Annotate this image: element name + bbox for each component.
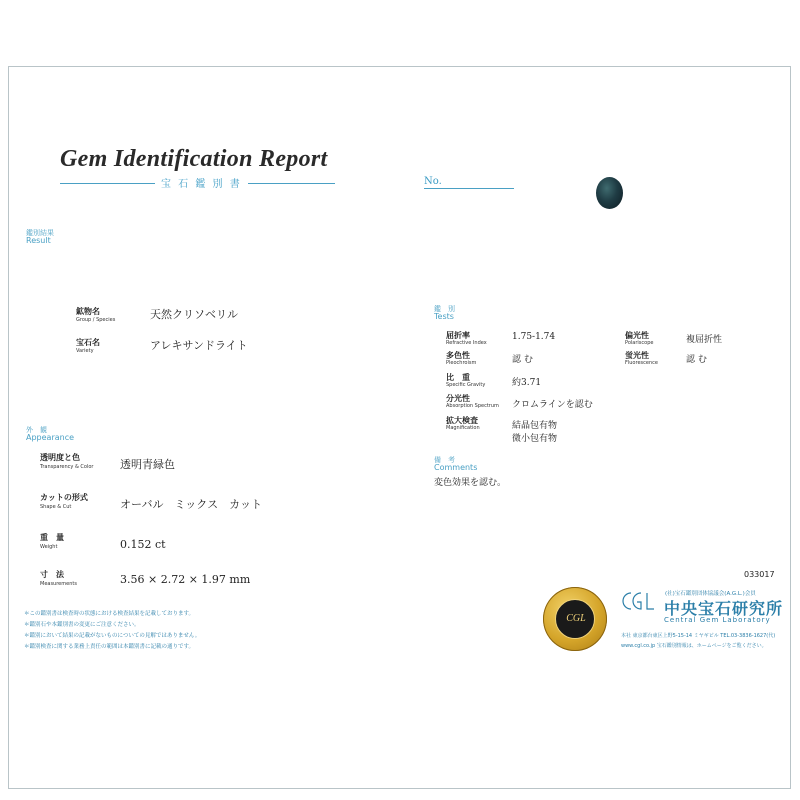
report-number-line	[424, 188, 514, 189]
note-line: ＊鑑別において結果の記載がないものについての見解ではありません。	[24, 633, 201, 639]
measurements-value: 3.56 × 2.72 × 1.97 mm	[120, 573, 251, 586]
report-number-label: No.	[424, 176, 442, 187]
magnification-value-2: 微小包有物	[512, 434, 558, 444]
website-line: www.cgl.co.jp 宝石鑑別情報は、ホームページをご覧ください。	[621, 643, 767, 649]
measurements-label: 寸 法	[40, 570, 64, 579]
sg-label-en: Specific Gravity	[446, 382, 486, 388]
ri-label-en: Refractive Index	[446, 340, 487, 346]
polariscope-label-en: Polariscope	[625, 340, 654, 346]
result-heading-jp: 鑑別結果	[26, 229, 54, 237]
organization-name-en: Central Gem Laboratory	[664, 616, 771, 624]
absorption-label: 分光性	[446, 394, 470, 403]
pleochroism-value: 認 む	[512, 355, 533, 365]
polariscope-label: 偏光性	[625, 331, 649, 340]
cut-label: カットの形式	[40, 493, 88, 502]
variety-label-en: Variety	[76, 348, 94, 354]
appearance-heading-jp: 外 観	[26, 426, 47, 434]
absorption-label-en: Absorption Spectrum	[446, 403, 499, 409]
seal-text: CGL	[566, 613, 586, 624]
color-value: 透明青緑色	[120, 458, 175, 471]
sg-label: 比 重	[446, 373, 470, 382]
tests-heading-en: Tests	[434, 312, 454, 321]
note-line: ＊鑑別検査に関する業務上責任の範囲は本鑑別書に記載の通りです。	[24, 644, 195, 650]
serial-number: 033017	[744, 570, 775, 579]
cut-value: オーバル ミックス カット	[120, 498, 263, 511]
ri-label: 屈折率	[446, 331, 470, 340]
gold-seal	[543, 587, 607, 651]
gemstone-photo	[596, 177, 623, 209]
result-heading-en: Result	[26, 236, 51, 245]
note-line: ＊鑑別石や本鑑別書の変更にご注意ください。	[24, 622, 140, 628]
association-membership: (社)宝石鑑別団体協議会(A.G.L.)会員	[665, 591, 756, 597]
address-line: 本社 東京都台東区上野5-15-14 ミヤギビル TEL.03-3836-1627(代)	[621, 633, 776, 639]
sg-value: 約3.71	[512, 378, 542, 388]
fluorescence-value: 認 む	[686, 355, 707, 365]
magnification-label-en: Magnification	[446, 425, 480, 431]
cgl-logo-icon	[621, 589, 655, 613]
species-value: 天然クリソベリル	[150, 308, 238, 321]
variety-value: アレキサンドライト	[150, 339, 248, 352]
magnification-label: 拡大検査	[446, 416, 478, 425]
tests-heading-jp: 鑑 別	[434, 305, 455, 313]
species-label: 鉱物名	[76, 307, 100, 316]
fluorescence-label-en: Fluorescence	[625, 360, 658, 366]
fluorescence-label: 蛍光性	[625, 351, 649, 360]
note-line: ＊この鑑別書は検査時の状態における検査結果を記載しております。	[24, 611, 195, 617]
polariscope-value: 複屈折性	[686, 335, 723, 345]
comments-value: 変色効果を認む。	[434, 478, 507, 488]
comments-heading-jp: 備 考	[434, 456, 455, 464]
measurements-label-en: Measurements	[40, 581, 77, 587]
pleochroism-label: 多色性	[446, 351, 470, 360]
pleochroism-label-en: Pleochroism	[446, 360, 477, 366]
comments-heading-en: Comments	[434, 463, 478, 472]
absorption-value: クロムラインを認む	[512, 400, 593, 410]
magnification-value-1: 結晶包有物	[512, 421, 558, 431]
color-label-en: Transparency & Color	[40, 464, 94, 470]
variety-label: 宝石名	[76, 338, 100, 347]
report-title: Gem Identification Report	[60, 146, 328, 172]
cut-label-en: Shape & Cut	[40, 504, 72, 510]
organization-name-jp: 中央宝石研究所	[664, 599, 784, 618]
weight-label: 重 量	[40, 533, 64, 542]
color-label: 透明度と色	[40, 453, 80, 462]
appearance-heading-en: Appearance	[26, 433, 75, 442]
species-label-en: Group / Species	[76, 317, 116, 323]
certificate-frame	[8, 66, 791, 789]
ri-value: 1.75-1.74	[512, 332, 556, 342]
weight-label-en: Weight	[40, 544, 58, 550]
weight-value: 0.152 ct	[120, 538, 166, 551]
seal-center	[555, 599, 595, 639]
report-subtitle: 宝 石 鑑 別 書	[155, 175, 248, 190]
